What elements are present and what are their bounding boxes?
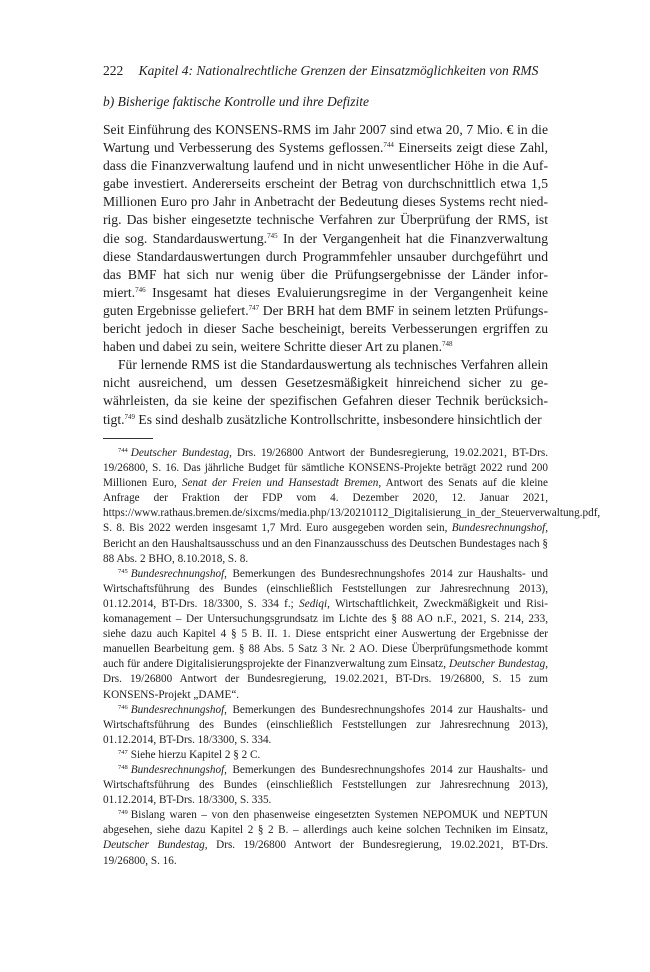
footnote-744 xyxy=(103,446,601,567)
footnote-text: Deutscher Bundestag xyxy=(449,658,546,671)
footnote-text: Bundesrechnungshof xyxy=(451,522,546,535)
footnote-text: Deutscher Bundestag xyxy=(103,839,205,852)
footnote-text: , Bemerkungen des Bundesrechnungshofes 2014 zur Haushalts- und Wirtschaftsführung des Bundes (einschließlich Feststellungen zur Jahresrechnung 2013), 01.12.2014, BT-Drs. 18/3300, S. 334 f.; xyxy=(103,567,548,610)
footnote-text: , Drs. 19/26800 Antwort der Bundesregierung, 19.02.2021, BT-Drs. 19/26800, S. 15 zum KONSENS-Projekt „DAME“. xyxy=(103,658,548,701)
footnote-text: Sediqi xyxy=(299,597,328,610)
footnote-text: , Antwort des Senats auf die kleine Anfrage der Fraktion der FDP vom 4. Dezember 2020, 12. Januar 2021, https://www.rathaus.bremen.de/sixcms/media.php/13/20210112_Digitalisierung_in_der_Steuerverwaltung.pdf, S. 8. Bis 2022 werden insgesamt 1,7 Mrd. Euro ausgegeben worden sein, xyxy=(103,477,601,535)
footnote-text: Bundesrechnungshof xyxy=(130,567,225,580)
footnote-text: , Bericht an den Haushaltsausschuss und an den Finanzausschuss des Deutschen Bundestages nach § 88 Abs. 2 BHO, 8.10.2018, S. 8. xyxy=(103,522,548,565)
footnote-marker: 744 xyxy=(118,447,128,454)
footnote-ref-746[interactable]: 746 xyxy=(135,285,146,294)
footnote-marker: 748 xyxy=(118,763,128,771)
footnote-text: , Bemerkungen des Bundesrechnungshofes 2014 zur Haushalts- und Wirtschaftsführung des Bundes (einschließlich Feststellungen zur Jahresrechnung 2013), 01.12.2014, BT-Drs. 18/3300, S. 335. xyxy=(103,763,548,807)
page-number: 222 xyxy=(103,63,124,78)
footnote-text: Senat der Freien und Hansestadt Bremen xyxy=(181,477,379,490)
footnote-text: , Drs. 19/26800 Antwort der Bundesregierung, 19.02.2021, BT-Drs. 19/26800, S. 16. Das jährliche Budget für sämtliche KONSENS-Projekte beträgt 2022 rund 200 Millionen Euro, xyxy=(103,447,548,490)
footnote-ref-744[interactable]: 744 xyxy=(383,141,394,150)
footnote-marker: 749 xyxy=(118,809,128,817)
footnote-text: , Wirtschaftlichkeit, Zweckmäßigkeit und Risikomanagement – Der Untersuchungsgrundsatz im Lichte des § 88 AO n.F., 2021, S. 214, 233, siehe dazu auch Kapitel 4 § 5 B. II. 1. Diese entspricht einer Auswertung der Ergebnisse der manuellen Bearbeitung gem. § 88 Abs. 5 Satz 3 Nr. 2 AO. Diese Überprüfungsmethode kommt auch für andere Digitalisierungsprojekte der Finanzverwaltung zum Einsatz, xyxy=(103,597,548,671)
footnote-ref-747[interactable]: 747 xyxy=(248,303,260,312)
footnote-text: Siehe hierzu Kapitel 2 § 2 C. xyxy=(130,748,261,761)
footnote-marker: 745 xyxy=(118,567,128,575)
footnote-text: Bislang waren – von den phasenweise eingesetzten Systemen NEPOMUK und NEPTUN abgesehen, siehe dazu Kapitel 2 § 2 B. – allerdings auch keine solchen Techniken im Einsatz, xyxy=(103,809,548,837)
footnote-745 xyxy=(103,567,548,703)
footnote-marker: 746 xyxy=(118,703,128,711)
footnote-marker: 747 xyxy=(118,748,128,756)
footnote-separator xyxy=(103,438,153,439)
section-heading: b) Bisherige faktische Kontrolle und ihre Defizite xyxy=(103,94,369,109)
footnote-text: , Bemerkungen des Bundesrechnungshofes 2014 zur Haushalts- und Wirtschaftsführung des Bundes (einschließlich Feststellungen zur Jahresrechnung 2013), 01.12.2014, BT-Drs. 18/3300, S. 334. xyxy=(103,703,548,746)
running-title: Kapitel 4: Nationalrechtliche Grenzen der Einsatzmöglichkeiten von RMS xyxy=(138,63,539,78)
footnote-748 xyxy=(103,763,548,808)
footnote-text: Bundesrechnungshof xyxy=(130,703,225,716)
footnote-747 xyxy=(103,748,548,763)
footnote-text: , Drs. 19/26800 Antwort der Bundesregierung, 19.02.2021, BT-Drs. 19/26800, S. 16. xyxy=(103,839,548,867)
paragraph-1: Seit Einführung des KONSENS-RMS im Jahr 2007 sind etwa 20, 7 Mio. € in die Wartung und Verbesserung des Systems geflossen.$^{744}$ Einerseits zeigt diese Zahl, dass die Finanzverwaltung laufend und in nicht unwesentlicher Höhe in die Aufgabe investiert. Andererseits erscheint der Betrag von durchschnittlich etwa 1,5 Millionen Euro pro Jahr in Anbetracht der Bedeutung dieses Systems recht niedrig. Das bisher eingesetzte technische Verfahren zur Überprüfung der RMS, ist die sog. Standardauswertung.$^{745}$ In der Vergangenheit hat die Finanzverwaltung diese Standardauswertungen durch Programmfehler unsauber durchgeführt und das BMF hat sich nur wenig über die Prüfungsergebnisse der Länder informiert.$^{746}$ Insgesamt hat dieses Evaluierungsregime in der Vergangenheit keine guten Ergebnisse geliefert.$^{747}$ Der BRH hat dem BMF in seinem letzten Prüfungsbericht jedoch in dieser Sache bescheinigt, bereits Verbesserungen ergriffen zu haben und dabei zu sein, weitere Schritte dieser Art zu planen.$^{748}$ xyxy=(103,122,549,355)
footnote-ref-745[interactable]: 745 xyxy=(267,231,278,240)
footnote-749 xyxy=(103,808,548,868)
footnote-746 xyxy=(103,703,548,748)
footnote-ref-748[interactable]: 748 xyxy=(441,340,453,349)
body-text xyxy=(103,121,548,429)
footnote-text: Bundesrechnungshof xyxy=(130,763,225,776)
paragraph-2: Für lernende RMS ist die Standardauswertung als technisches Verfahren allein nicht ausreichend, um dessen Gesetzesmäßigkeit hinreichend sicher zu gewährleisten, da sie keine der spezifischen Gefahren dieser Technik berücksichtigt.$^{749}$ Es sind deshalb zusätzliche Kontrollschritte, insbesondere hinsichtlich der xyxy=(103,357,548,427)
footnotes xyxy=(103,446,601,869)
footnote-text: Deutscher Bundestag xyxy=(130,447,230,459)
running-header xyxy=(103,62,548,80)
footnote-ref-749[interactable]: 749 xyxy=(124,412,136,421)
